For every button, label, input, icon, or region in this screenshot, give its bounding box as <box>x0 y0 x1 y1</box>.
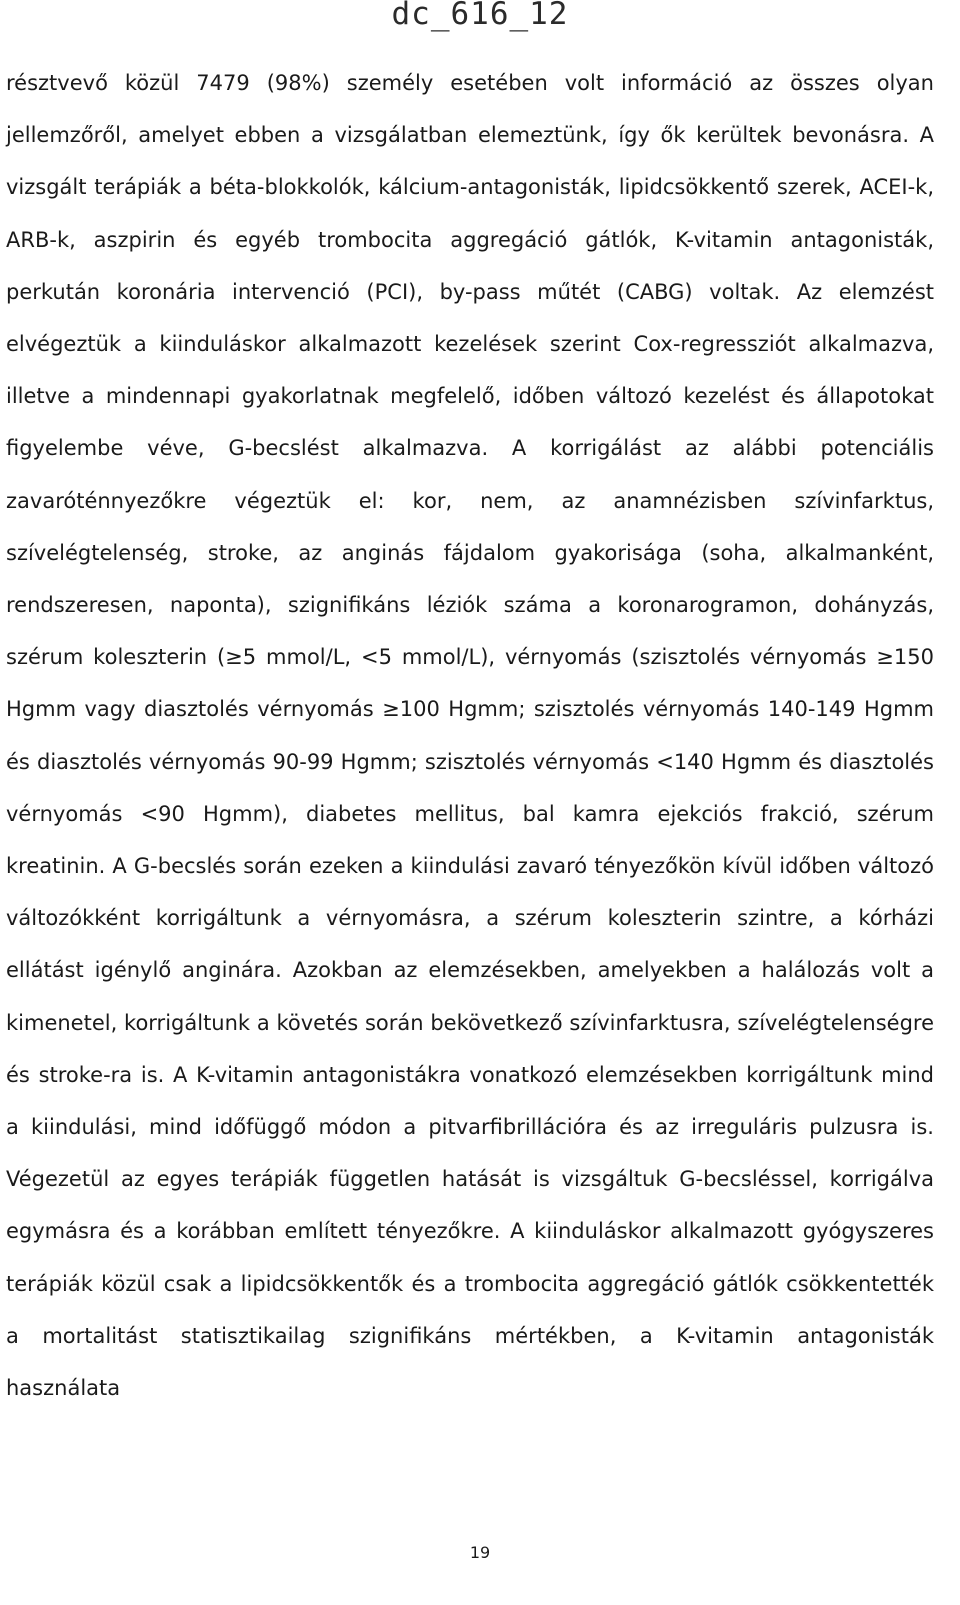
page-number: 19 <box>469 1543 491 1562</box>
document-id-header: dc_616_12 <box>391 0 569 32</box>
body-paragraph: résztvevő közül 7479 (98%) személy esetében volt információ az összes olyan jellemzőről, amelyet ebben a vizsgálatban elemeztünk, így ők kerültek bevonásra. A vizsgált terápiák a béta-blokkolók, kálcium-antagonisták, lipidcsökkentő szerek, ACEI-k, ARB-k, aszpirin és egyéb trombocita aggregáció gátlók, K-vitamin antagonisták, perkután koronária intervenció (PCI), by-pass műtét (CABG) voltak. Az elemzést elvégeztük a kiinduláskor alkalmazott kezelések szerint Cox-regressziót alkalmazva, illetve a mindennapi gyakorlatnak megfelelő, időben változó kezelést és állapotokat figyelembe véve, G-becslést alkalmazva. A korrigálást az alábbi potenciális zavaróténnyezőkre végeztük el: kor, nem, az anamnézisben szívinfarktus, szívelégtelenség, stroke, az anginás fájdalom gyakorisága (soha, alkalmanként, rendszeresen, naponta), szignifikáns léziók száma a koronarogramon, dohányzás, szérum koleszterin (≥5 mmol/L, <5 mmol/L), vérnyomás (szisztolés vérnyomás ≥150 Hgmm vagy diasztolés vérnyomás ≥100 Hgmm; szisztolés vérnyomás 140-149 Hgmm és diasztolés vérnyomás 90-99 Hgmm; szisztolés vérnyomás <140 Hgmm és diasztolés vérnyomás <90 Hgmm), diabetes mellitus, bal kamra ejekciós frakció, szérum kreatinin. A G-becslés során ezeken a kiindulási zavaró tényezőkön kívül időben változó változókként korrigáltunk a vérnyomásra, a szérum koleszterin szintre, a kórházi ellátást igénylő anginára. Azokban az elemzésekben, amelyekben a halálozás volt a kimenetel, korrigáltunk a követés során bekövetkező szívinfarktusra, szívelégtelenségre és stroke-ra is. A K-vitamin antagonistákra vonatkozó elemzésekben korrigáltunk mind a kiindulási, mind időfüggő módon a pitvarfibrillációra és az irreguláris pulzusra is. Végezetül az egyes terápiák független hatását is vizsgáltuk G-becsléssel, korrigálva egymásra és a korábban említett tényezőkre. A kiinduláskor alkalmazott gyógyszeres terápiák közül csak a lipidcsökkentők és a trombocita aggregáció gátlók csökkentették a mortalitást statisztikailag szignifikáns mértékben, a K-vitamin antagonisták használata <box>6 71 934 1401</box>
